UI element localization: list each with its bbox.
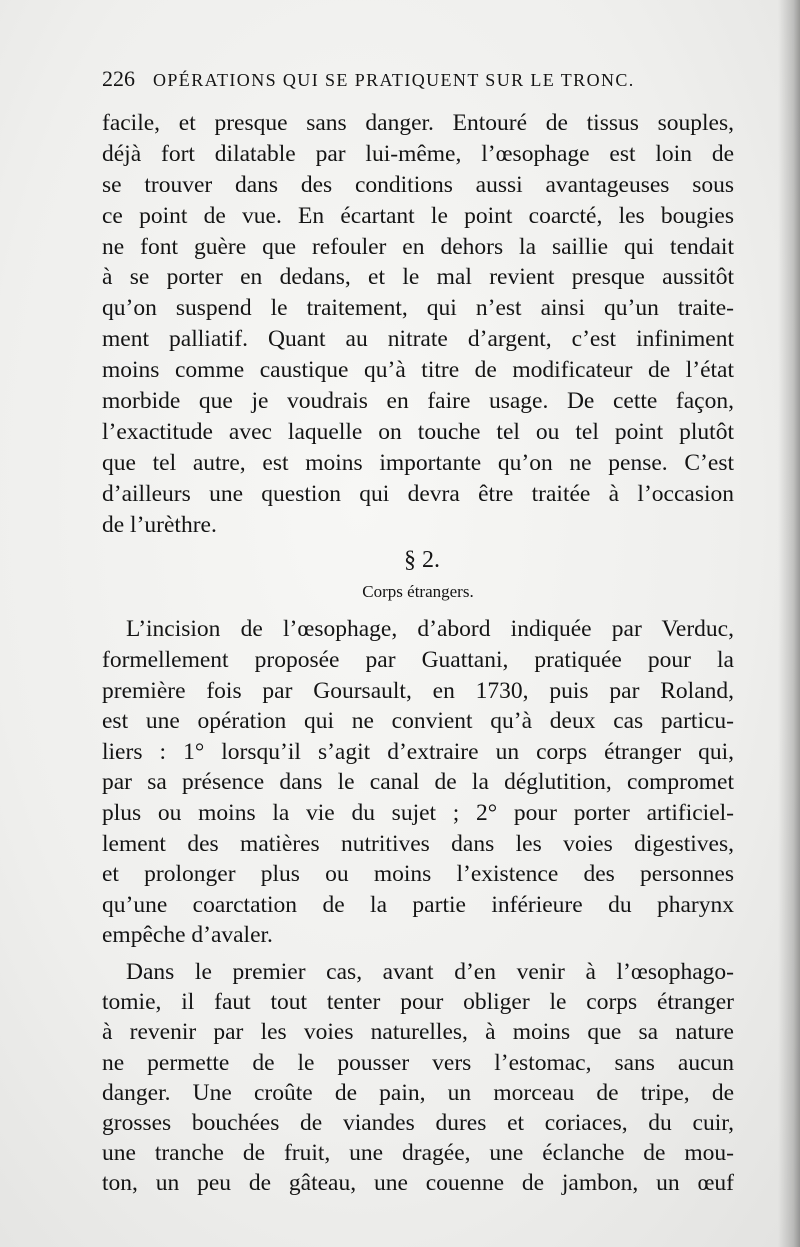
page-gutter-shadow <box>778 0 800 1247</box>
text-line: plus ou moins la vie du sujet ; 2° pour porter artificiel- <box>102 800 734 827</box>
text-line: tomie, il faut tout tenter pour obliger le corps étranger <box>102 989 734 1016</box>
text-line: L’incision de l’œsophage, d’abord indiquée par Verduc, <box>126 616 734 643</box>
section-title: Corps étrangers. <box>362 582 474 602</box>
text-line: Dans le premier cas, avant d’en venir à l’œsophago- <box>126 959 734 985</box>
paragraph-3 <box>102 957 734 1199</box>
body-text <box>102 108 734 1199</box>
text-line: déjà fort dilatable par lui-même, l’œsophage est loin de <box>102 140 734 167</box>
text-line: ment palliatif. Quant au nitrate d’argent, c’est infiniment <box>102 326 734 353</box>
text-line: formellement proposée par Guattani, pratiquée pour la <box>102 647 734 674</box>
text-line: liers : 1° lorsqu’il s’agit d’extraire un corps étranger qui, <box>102 738 734 765</box>
text-line: grosses bouchées de viandes dures et coriaces, du cuir, <box>102 1109 734 1136</box>
text-line: à revenir par les voies naturelles, à moins que sa nature <box>102 1019 734 1046</box>
text-line: ne font guère que refouler en dehors la saillie qui tendait <box>102 233 734 260</box>
running-head <box>102 66 702 92</box>
page-number: 226 <box>102 66 135 91</box>
text-line: à se porter en dedans, et le mal revient presque aussitôt <box>102 264 734 291</box>
text-line: et prolonger plus ou moins l’existence des personnes <box>102 861 734 888</box>
text-line: lement des matières nutritives dans les voies digestives, <box>102 830 734 857</box>
text-line: que tel autre, est moins importante qu’on ne pense. C’est <box>102 449 734 476</box>
text-line: une tranche de fruit, une dragée, une éclanche de mou- <box>102 1140 734 1167</box>
text-line: ce point de vue. En écartant le point coarcté, les bougies <box>102 202 734 229</box>
text-line: l’exactitude avec laquelle on touche tel ou tel point plutôt <box>102 418 734 445</box>
section-mark: § 2. <box>404 547 440 574</box>
text-line: facile, et presque sans danger. Entouré de tissus souples, <box>102 110 734 136</box>
text-line: de l’urèthre. <box>102 511 217 538</box>
text-line: qu’on suspend le traitement, qui n’est ainsi qu’un traite- <box>102 295 734 322</box>
running-title: OPÉRATIONS QUI SE PRATIQUENT SUR LE TRONC. <box>153 70 635 90</box>
text-line: moins comme caustique qu’à titre de modificateur de l’état <box>102 357 734 384</box>
text-line: morbide que je voudrais en faire usage. De cette façon, <box>102 388 734 415</box>
text-line: danger. Une croûte de pain, un morceau de tripe, de <box>102 1079 734 1106</box>
text-line: par sa présence dans le canal de la déglutition, compromet <box>102 769 734 796</box>
paragraph-1 <box>102 108 734 540</box>
text-line: empêche d’avaler. <box>102 922 273 949</box>
text-line: est une opération qui ne convient qu’à deux cas particu- <box>102 708 734 735</box>
text-line: se trouver dans des conditions aussi avantageuses sous <box>102 171 734 198</box>
text-line: première fois par Goursault, en 1730, puis par Roland, <box>102 677 734 704</box>
text-line: qu’une coarctation de la partie inférieure du pharynx <box>102 891 734 918</box>
text-line: ne permette de le pousser vers l’estomac, sans aucun <box>102 1049 734 1076</box>
text-line: ton, un peu de gâteau, une couenne de jambon, un œuf <box>102 1170 734 1197</box>
paragraph-2 <box>102 614 734 951</box>
text-line: d’ailleurs une question qui devra être traitée à l’occasion <box>102 480 734 507</box>
